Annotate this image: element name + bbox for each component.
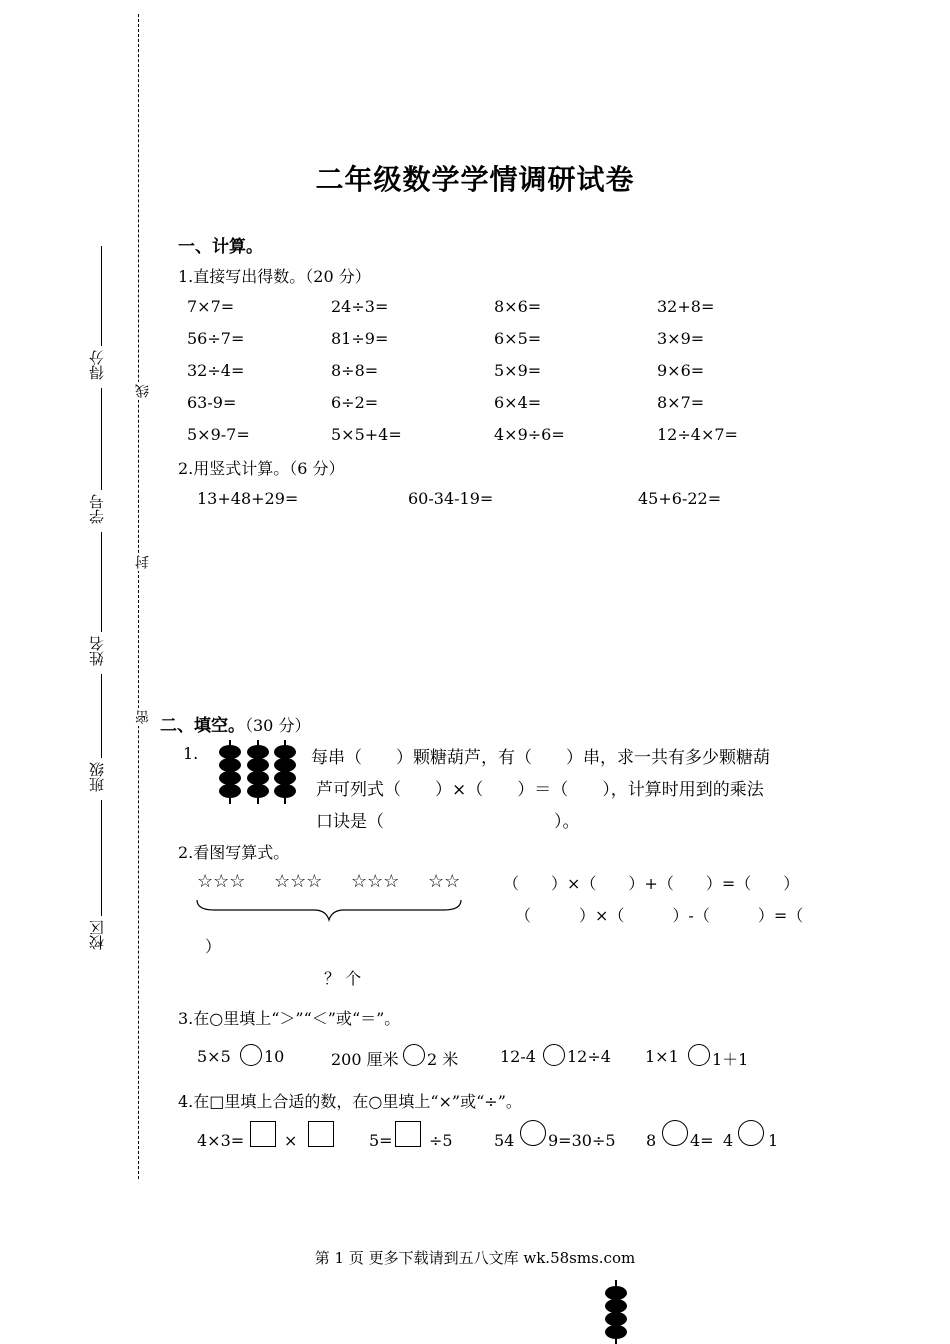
calc-item: 5×9-7= — [187, 425, 250, 444]
q4d-text-2: 4= — [690, 1131, 714, 1150]
student-id-blank-line — [101, 388, 102, 490]
calc-item: 9×6= — [657, 361, 705, 380]
vertical-calc-item: 60-34-19= — [408, 489, 494, 508]
calc-item: 63-9= — [187, 393, 237, 412]
compare-circle[interactable] — [543, 1044, 565, 1066]
fill-q3-title: 3.在○里填上“＞”“＜”或“＝”。 — [178, 1009, 401, 1028]
calc-item: 8×7= — [657, 393, 705, 412]
compare-item-4-right: 1＋1 — [712, 1050, 749, 1069]
compare-circle[interactable] — [403, 1044, 425, 1066]
answer-box[interactable] — [395, 1121, 421, 1147]
calc-item: 6×5= — [494, 329, 542, 348]
compare-item-4-left: 1×1 — [645, 1047, 679, 1066]
calc-item: 12÷4×7= — [657, 425, 738, 444]
calc-item: 5×9= — [494, 361, 542, 380]
compare-item-3-right: 12÷4 — [567, 1047, 611, 1066]
calc-item: 32÷4= — [187, 361, 245, 380]
fill-q1-line: 芦可列式（ ）×（ ）＝（ ），计算时用到的乘法 — [316, 780, 764, 800]
fill-q4-title: 4.在□里填上合适的数，在○里填上“×”或“÷”。 — [178, 1092, 522, 1111]
compare-circle[interactable] — [688, 1044, 710, 1066]
calc-item: 6×4= — [494, 393, 542, 412]
calc-item: 24÷3= — [331, 297, 389, 316]
q4a-operator: × — [284, 1131, 298, 1150]
hawthorn-bead — [247, 745, 269, 759]
seal-char-seal: 封 — [135, 555, 151, 569]
hawthorn-bead — [247, 784, 269, 798]
q4a-text: 4×3= — [197, 1131, 245, 1150]
hawthorn-bead — [274, 758, 296, 772]
page-title: 二年级数学学情调研试卷 — [315, 163, 635, 196]
answer-box[interactable] — [308, 1121, 334, 1147]
hawthorn-bead — [247, 771, 269, 785]
hawthorn-bead — [219, 745, 241, 759]
section2-heading: 二、填空。 — [160, 716, 245, 736]
compare-item-1-right: 10 — [264, 1047, 285, 1066]
hawthorn-bead — [219, 784, 241, 798]
hawthorn-bead — [219, 758, 241, 772]
q4d-text-3: 4 — [723, 1131, 734, 1150]
operator-circle[interactable] — [662, 1120, 688, 1146]
q4b-text: 5= — [369, 1131, 393, 1150]
star-group: ☆☆☆ — [274, 871, 323, 892]
q4c-text: 54 — [494, 1131, 515, 1150]
compare-item-2-left: 200 厘米 — [331, 1050, 399, 1069]
class-blank-line — [101, 674, 102, 758]
seal-char-secret: 密 — [135, 710, 151, 724]
answer-box[interactable] — [250, 1121, 276, 1147]
calc-item: 8×6= — [494, 297, 542, 316]
section2-score: （30 分） — [245, 716, 311, 735]
star-group: ☆☆ — [428, 871, 461, 892]
calc-item: 3×9= — [657, 329, 705, 348]
campus-blank-line — [101, 800, 102, 916]
section2-heading-row — [160, 711, 310, 736]
calc-item: 4×9÷6= — [494, 425, 565, 444]
hawthorn-bead — [274, 771, 296, 785]
q4b-rest: ÷5 — [429, 1131, 453, 1150]
calc-item: 56÷7= — [187, 329, 245, 348]
label-campus: 校区 — [88, 920, 106, 950]
compare-item-1-left: 5×5 — [197, 1047, 231, 1066]
hawthorn-bead — [605, 1299, 627, 1313]
calc-item: 7×7= — [187, 297, 235, 316]
vertical-calc-item: 13+48+29= — [197, 489, 299, 508]
hawthorn-bead — [605, 1312, 627, 1326]
seal-char-line: 线 — [135, 384, 151, 398]
compare-item-2-right: 2 米 — [427, 1050, 459, 1069]
calc-item: 6÷2= — [331, 393, 379, 412]
star-equation-2: （ ）×（ ）-（ ）=（ — [515, 906, 804, 925]
hawthorn-bead — [219, 771, 241, 785]
q4d-text-4: 1 — [768, 1131, 779, 1150]
hawthorn-bead — [605, 1325, 627, 1339]
calc-item: 81÷9= — [331, 329, 389, 348]
fill-q1-line: 每串（ ）颗糖葫芦，有（ ）串，求一共有多少颗糖葫 — [311, 748, 770, 768]
section1-heading: 一、计算。 — [178, 237, 263, 257]
calc-item: 32+8= — [657, 297, 715, 316]
q4d-text: 8 — [646, 1131, 657, 1150]
fill-q2-title: 2.看图写算式。 — [178, 843, 290, 862]
star-group: ☆☆☆ — [351, 871, 400, 892]
vertical-calc-item: 45+6-22= — [638, 489, 722, 508]
fill-q1-number: 1. — [183, 744, 199, 763]
hawthorn-bead — [274, 745, 296, 759]
q4c-rest: 9=30÷5 — [548, 1131, 616, 1150]
label-class: 班级 — [88, 762, 106, 792]
operator-circle[interactable] — [520, 1120, 546, 1146]
compare-circle[interactable] — [240, 1044, 262, 1066]
star-equation-2-end: ） — [205, 937, 222, 956]
curly-brace — [196, 898, 462, 922]
hawthorn-bead — [605, 1286, 627, 1300]
star-group: ☆☆☆ — [197, 871, 246, 892]
label-score: 得分 — [88, 350, 106, 380]
calc-item: 8÷8= — [331, 361, 379, 380]
compare-item-3-left: 12-4 — [500, 1047, 536, 1066]
q1-title: 1.直接写出得数。（20 分） — [178, 267, 371, 286]
score-blank-line — [101, 246, 102, 346]
fill-q1-line: 口诀是（ ）。 — [316, 812, 580, 832]
star-total-label: ？ 个 — [324, 969, 362, 988]
hawthorn-bead — [247, 758, 269, 772]
page-footer: 第 1 页 更多下载请到五八文库 wk.58sms.com — [314, 1249, 636, 1267]
calc-item: 5×5+4= — [331, 425, 402, 444]
hawthorn-bead — [274, 784, 296, 798]
label-student-id: 学号 — [88, 494, 106, 524]
label-name: 姓名 — [88, 636, 106, 666]
name-blank-line — [101, 532, 102, 632]
operator-circle[interactable] — [738, 1120, 764, 1146]
star-equation-1: （ ）×（ ）+（ ）=（ ） — [503, 874, 800, 893]
q2-title: 2.用竖式计算。（6 分） — [178, 459, 345, 478]
